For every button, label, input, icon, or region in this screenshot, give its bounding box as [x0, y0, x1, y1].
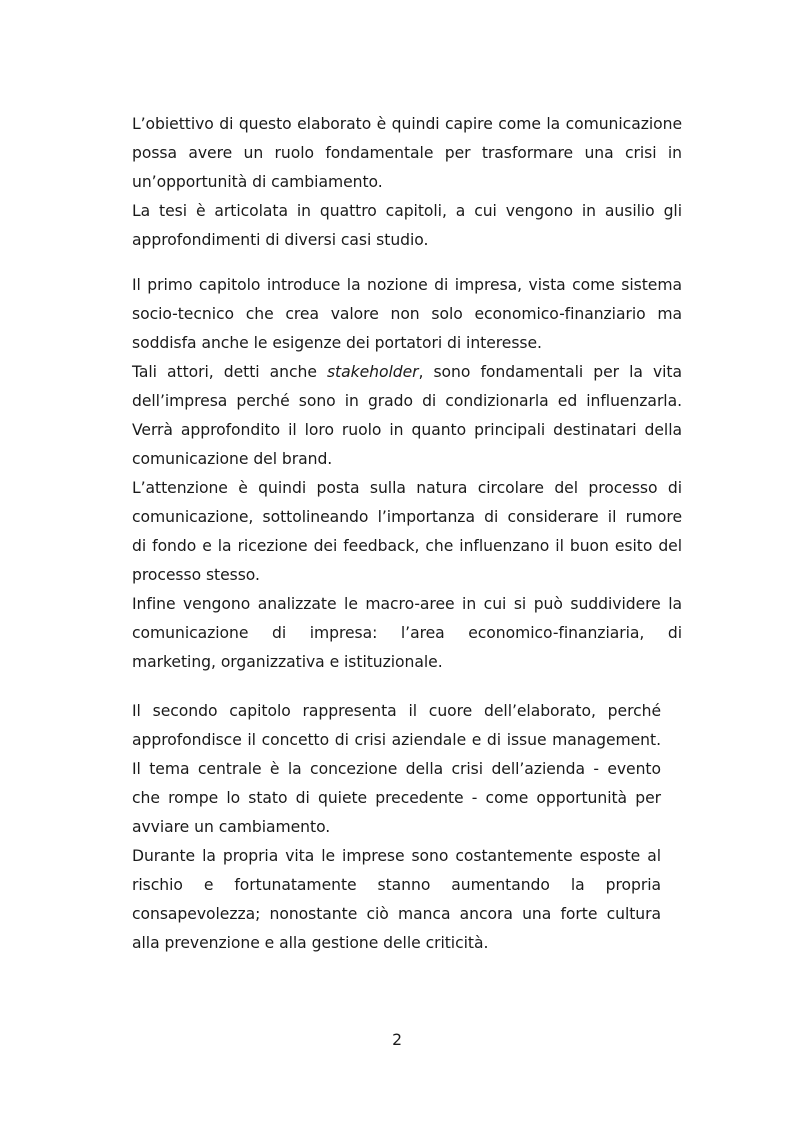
text-line: che rompe lo stato di quiete precedente - come opportunità per: [132, 789, 661, 807]
text-line: L’attenzione è quindi posta sulla natura circolare del processo di: [132, 479, 682, 497]
text-line: dell’impresa perché sono in grado di condizionarla ed influenzarla.: [132, 392, 682, 410]
text-line: approfondimenti di diversi casi studio.: [132, 231, 429, 249]
paragraph-chapter-two: [132, 697, 661, 958]
paragraph-introduction: [132, 110, 682, 255]
text-line: Durante la propria vita le imprese sono costantemente esposte al: [132, 847, 661, 865]
text-segment: Tali attori, detti anche: [132, 363, 327, 381]
text-line: processo stesso.: [132, 566, 260, 584]
text-line: marketing, organizzativa e istituzionale.: [132, 653, 443, 671]
text-line: un’opportunità di cambiamento.: [132, 173, 383, 191]
text-line: di fondo e la ricezione dei feedback, che influenzano il buon esito del: [132, 537, 682, 555]
text-line: comunicazione di impresa: l’area economico-finanziaria, di: [132, 624, 682, 642]
text-line: Il secondo capitolo rappresenta il cuore dell’elaborato, perché: [132, 702, 661, 720]
text-line-stakeholder: [132, 358, 682, 387]
text-line: approfondisce il concetto di crisi aziendale e di issue management.: [132, 731, 661, 749]
text-line: Infine vengono analizzate le macro-aree in cui si può suddividere la: [132, 595, 682, 613]
text-line: L’obiettivo di questo elaborato è quindi capire come la comunicazione: [132, 115, 682, 133]
text-line: Il tema centrale è la concezione della crisi dell’azienda - evento: [132, 760, 661, 778]
paragraph-chapter-one: [132, 271, 682, 677]
stakeholder-term: stakeholder: [326, 363, 419, 381]
text-line: consapevolezza; nonostante ciò manca ancora una forte cultura: [132, 905, 661, 923]
text-line: socio-tecnico che crea valore non solo economico-finanziario ma: [132, 305, 682, 323]
text-segment: , sono fondamentali per la vita: [418, 363, 682, 381]
text-line: comunicazione, sottolineando l’importanza di considerare il rumore: [132, 508, 682, 526]
text-line: possa avere un ruolo fondamentale per trasformare una crisi in: [132, 144, 682, 162]
text-line: Verrà approfondito il loro ruolo in quanto principali destinatari della: [132, 421, 682, 439]
text-line: soddisfa anche le esigenze dei portatori di interesse.: [132, 334, 542, 352]
text-line: rischio e fortunatamente stanno aumentando la propria: [132, 876, 661, 894]
text-line: Il primo capitolo introduce la nozione di impresa, vista come sistema: [132, 276, 682, 294]
text-line: alla prevenzione e alla gestione delle criticità.: [132, 934, 489, 952]
text-line: La tesi è articolata in quattro capitoli, a cui vengono in ausilio gli: [132, 202, 682, 220]
text-line: avviare un cambiamento.: [132, 818, 331, 836]
page-number: 2: [392, 1031, 402, 1049]
text-line: comunicazione del brand.: [132, 450, 333, 468]
